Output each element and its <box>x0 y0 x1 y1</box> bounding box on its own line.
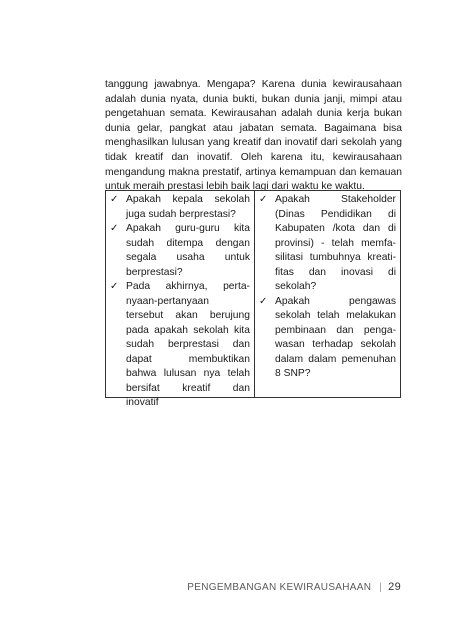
text-line: adalah dunia nyata, dunia bukti, bukan dunia janji, mimpi atau <box>105 93 402 105</box>
footer-title: PENGEMBANGAN KEWIRAUSAHAAN <box>187 582 372 593</box>
checklist-item-text <box>126 193 250 222</box>
text-line: sudah ditempa dengan <box>126 237 250 249</box>
checklist-item-text <box>126 280 250 411</box>
text-line: pengetahuan semata. Kewirausahan adalah dunia kerja bukan <box>105 108 402 120</box>
text-line: pembinaan dan penga- <box>274 324 396 336</box>
text-line: tidak kreatif dan inovatif. Oleh karena itu, kewirausahaan <box>105 151 402 163</box>
text-line: 8 SNP? <box>274 368 311 379</box>
text-line: juga sudah berprestasi? <box>126 208 236 220</box>
text-line: segala usaha untuk <box>126 252 250 263</box>
checkmark-icon: ✓ <box>258 295 268 307</box>
text-line: bahwa lulusan nya telah <box>126 368 250 379</box>
page-footer <box>0 581 401 593</box>
text-line: dalam dalam pemenuhan <box>274 353 396 365</box>
text-line: untuk meraih prestasi lebih baik lagi dari waktu ke waktu. <box>105 181 365 193</box>
checklist-item-text <box>275 295 396 382</box>
text-line: tanggung jawabnya. Mengapa? Karena dunia kewirausahaan <box>105 79 402 90</box>
text-line: dapat membuktikan <box>126 353 250 365</box>
text-line: inovatif <box>126 397 159 408</box>
text-line: fitas dan inovasi di <box>274 266 396 278</box>
text-line: mengandung makna prestatif, artinya kemampuan dan kemauan <box>105 166 402 178</box>
text-line: silitasi tumbuhnya kreati- <box>274 252 396 263</box>
text-line: (Dinas Pendidikan di <box>274 208 396 220</box>
checklist-item <box>259 193 396 295</box>
text-line: Kabupaten /kota dan di <box>274 223 396 234</box>
text-line: provinsi) - telah memfa- <box>274 237 396 249</box>
text-line: pada apakah sekolah kita <box>126 324 250 336</box>
checkmark-icon: ✓ <box>110 281 119 292</box>
text-line: dunia gelar, pangkat atau jabatan semata. Bagaimana bisa <box>105 122 402 134</box>
footer-separator: | <box>379 582 383 593</box>
checklist-item <box>110 280 250 411</box>
checklist-item <box>110 222 250 280</box>
text-line: Apakah pengawas <box>274 295 396 307</box>
text-line: sudah berprestasi dan <box>126 339 250 350</box>
text-line: nyaan-pertanyaan <box>126 295 210 307</box>
checkmark-icon: ✓ <box>110 194 119 205</box>
question-column-right <box>255 191 400 397</box>
text-line: Pada akhirnya, perta- <box>126 281 250 292</box>
text-line: tersebut akan berujung <box>126 310 250 321</box>
checkmark-icon: ✓ <box>110 223 119 234</box>
text-line: Apakah Stakeholder <box>274 194 396 205</box>
checkmark-icon: ✓ <box>258 194 268 205</box>
page-number: 29 <box>388 581 401 593</box>
text-line: sekolah? <box>274 281 317 292</box>
body-paragraph <box>105 78 402 195</box>
text-line: wasan terhadap sekolah <box>274 339 396 350</box>
text-line: bersifat kreatif dan <box>126 382 250 394</box>
checklist-item <box>259 295 396 382</box>
question-box <box>105 190 401 408</box>
text-line: sekolah telah melakukan <box>274 310 396 321</box>
checklist-item-text <box>275 193 396 295</box>
text-line: menghasilkan lulusan yang kreatif dan inovatif dari sekolah yang <box>105 137 402 149</box>
text-line: Apakah kepala sekolah <box>126 194 250 205</box>
checklist-item-text <box>126 222 250 280</box>
text-line: Apakah guru-guru kita <box>126 223 250 234</box>
text-line: berprestasi? <box>126 266 183 278</box>
question-column-left <box>106 191 255 408</box>
checklist-item <box>110 193 250 222</box>
